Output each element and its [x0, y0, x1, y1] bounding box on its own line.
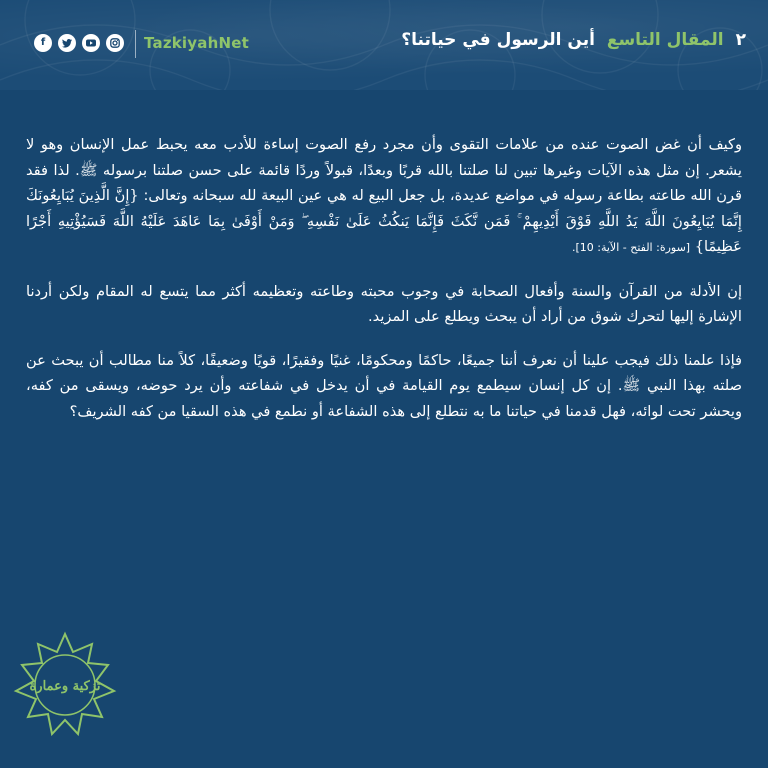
- paragraph-1-text: وكيف أن غض الصوت عنده من علامات التقوى وأن مجرد رفع الصوت إساءة للأدب معه يحبط عمل الإنسان وهو لا يشعر. إن مثل هذه الآيات وغيرها تبين لنا صلتنا بالله قربًا وبعدًا، قبولاً وردًا قائمة على حسن صلتنا برسوله ﷺ. لذا فقد قرن الله طاعته بطاعة رسوله في مواضع عديدة، بل جعل البيع له هي عين البيعة لله سبحانه وتعالى:: [26, 136, 743, 204]
- page-title: [401, 30, 746, 50]
- twitter-icon[interactable]: [58, 34, 76, 52]
- header-bar: [0, 0, 768, 90]
- social-links: [34, 34, 124, 52]
- facebook-icon[interactable]: f: [34, 34, 52, 52]
- emblem-calligraphy: تزكية وعمارة: [29, 679, 101, 694]
- paragraph-2: إن الأدلة من القرآن والسنة وأفعال الصحابة في وجوب محبته وطاعته وتعظيمه أكثر مما يتسع له المقام ولكن أردنا الإشارة إليها لتحرك شوق من أراد أن يبحث ويطلع على المزيد.: [26, 282, 742, 325]
- instagram-icon[interactable]: [106, 34, 124, 52]
- article-body: [26, 132, 742, 442]
- article-series-label: المقال التاسع: [606, 30, 724, 50]
- quran-verse: {إِنَّ الَّذِينَ يُبَايِعُونَكَ إِنَّمَا يُبَايِعُونَ اللَّهَ يَدُ اللَّهِ فَوْقَ أَيْدِيهِمْ ۚ فَمَن نَّكَثَ فَإِنَّمَا يَنكُثُ عَلَىٰ نَفْسِهِ ۖ وَمَنْ أَوْفَىٰ بِمَا عَاهَدَ عَلَيْهُ اللَّهَ فَسَيُؤْتِيهِ أَجْرًا عَظِيمًا}: [26, 187, 742, 255]
- brand-divider: [135, 30, 136, 58]
- youtube-icon[interactable]: [82, 34, 100, 52]
- article-title: أين الرسول في حياتنا؟: [401, 30, 595, 50]
- brand-name[interactable]: TazkiyahNet: [144, 34, 249, 52]
- tazkiyah-calligraphy-logo: [10, 630, 120, 740]
- verse-reference: [سورة: الفتح - الآية: 10].: [571, 241, 691, 254]
- paragraph-3: فإذا علمنا ذلك فيجب علينا أن نعرف أننا جميعًا، حاكمًا ومحكومًا، غنيًا وفقيرًا، قويًا وضعيفًا، كلاً منا مطالب أن يبحث عن صلته بهذا النبي ﷺ. إن كل إنسان سيطمع يوم القيامة في أن يدخل في شفاعته وأن يرد حوضه، ويسقى من كفه، ويحشر تحت لوائه، فهل قدمنا في حياتنا ما به نتطلع إلى هذه الشفاعة أو نطمع في هذه السقيا من كفه الشريف؟: [26, 351, 742, 420]
- page-number: ٢: [735, 30, 746, 50]
- paragraph-1: [26, 132, 742, 261]
